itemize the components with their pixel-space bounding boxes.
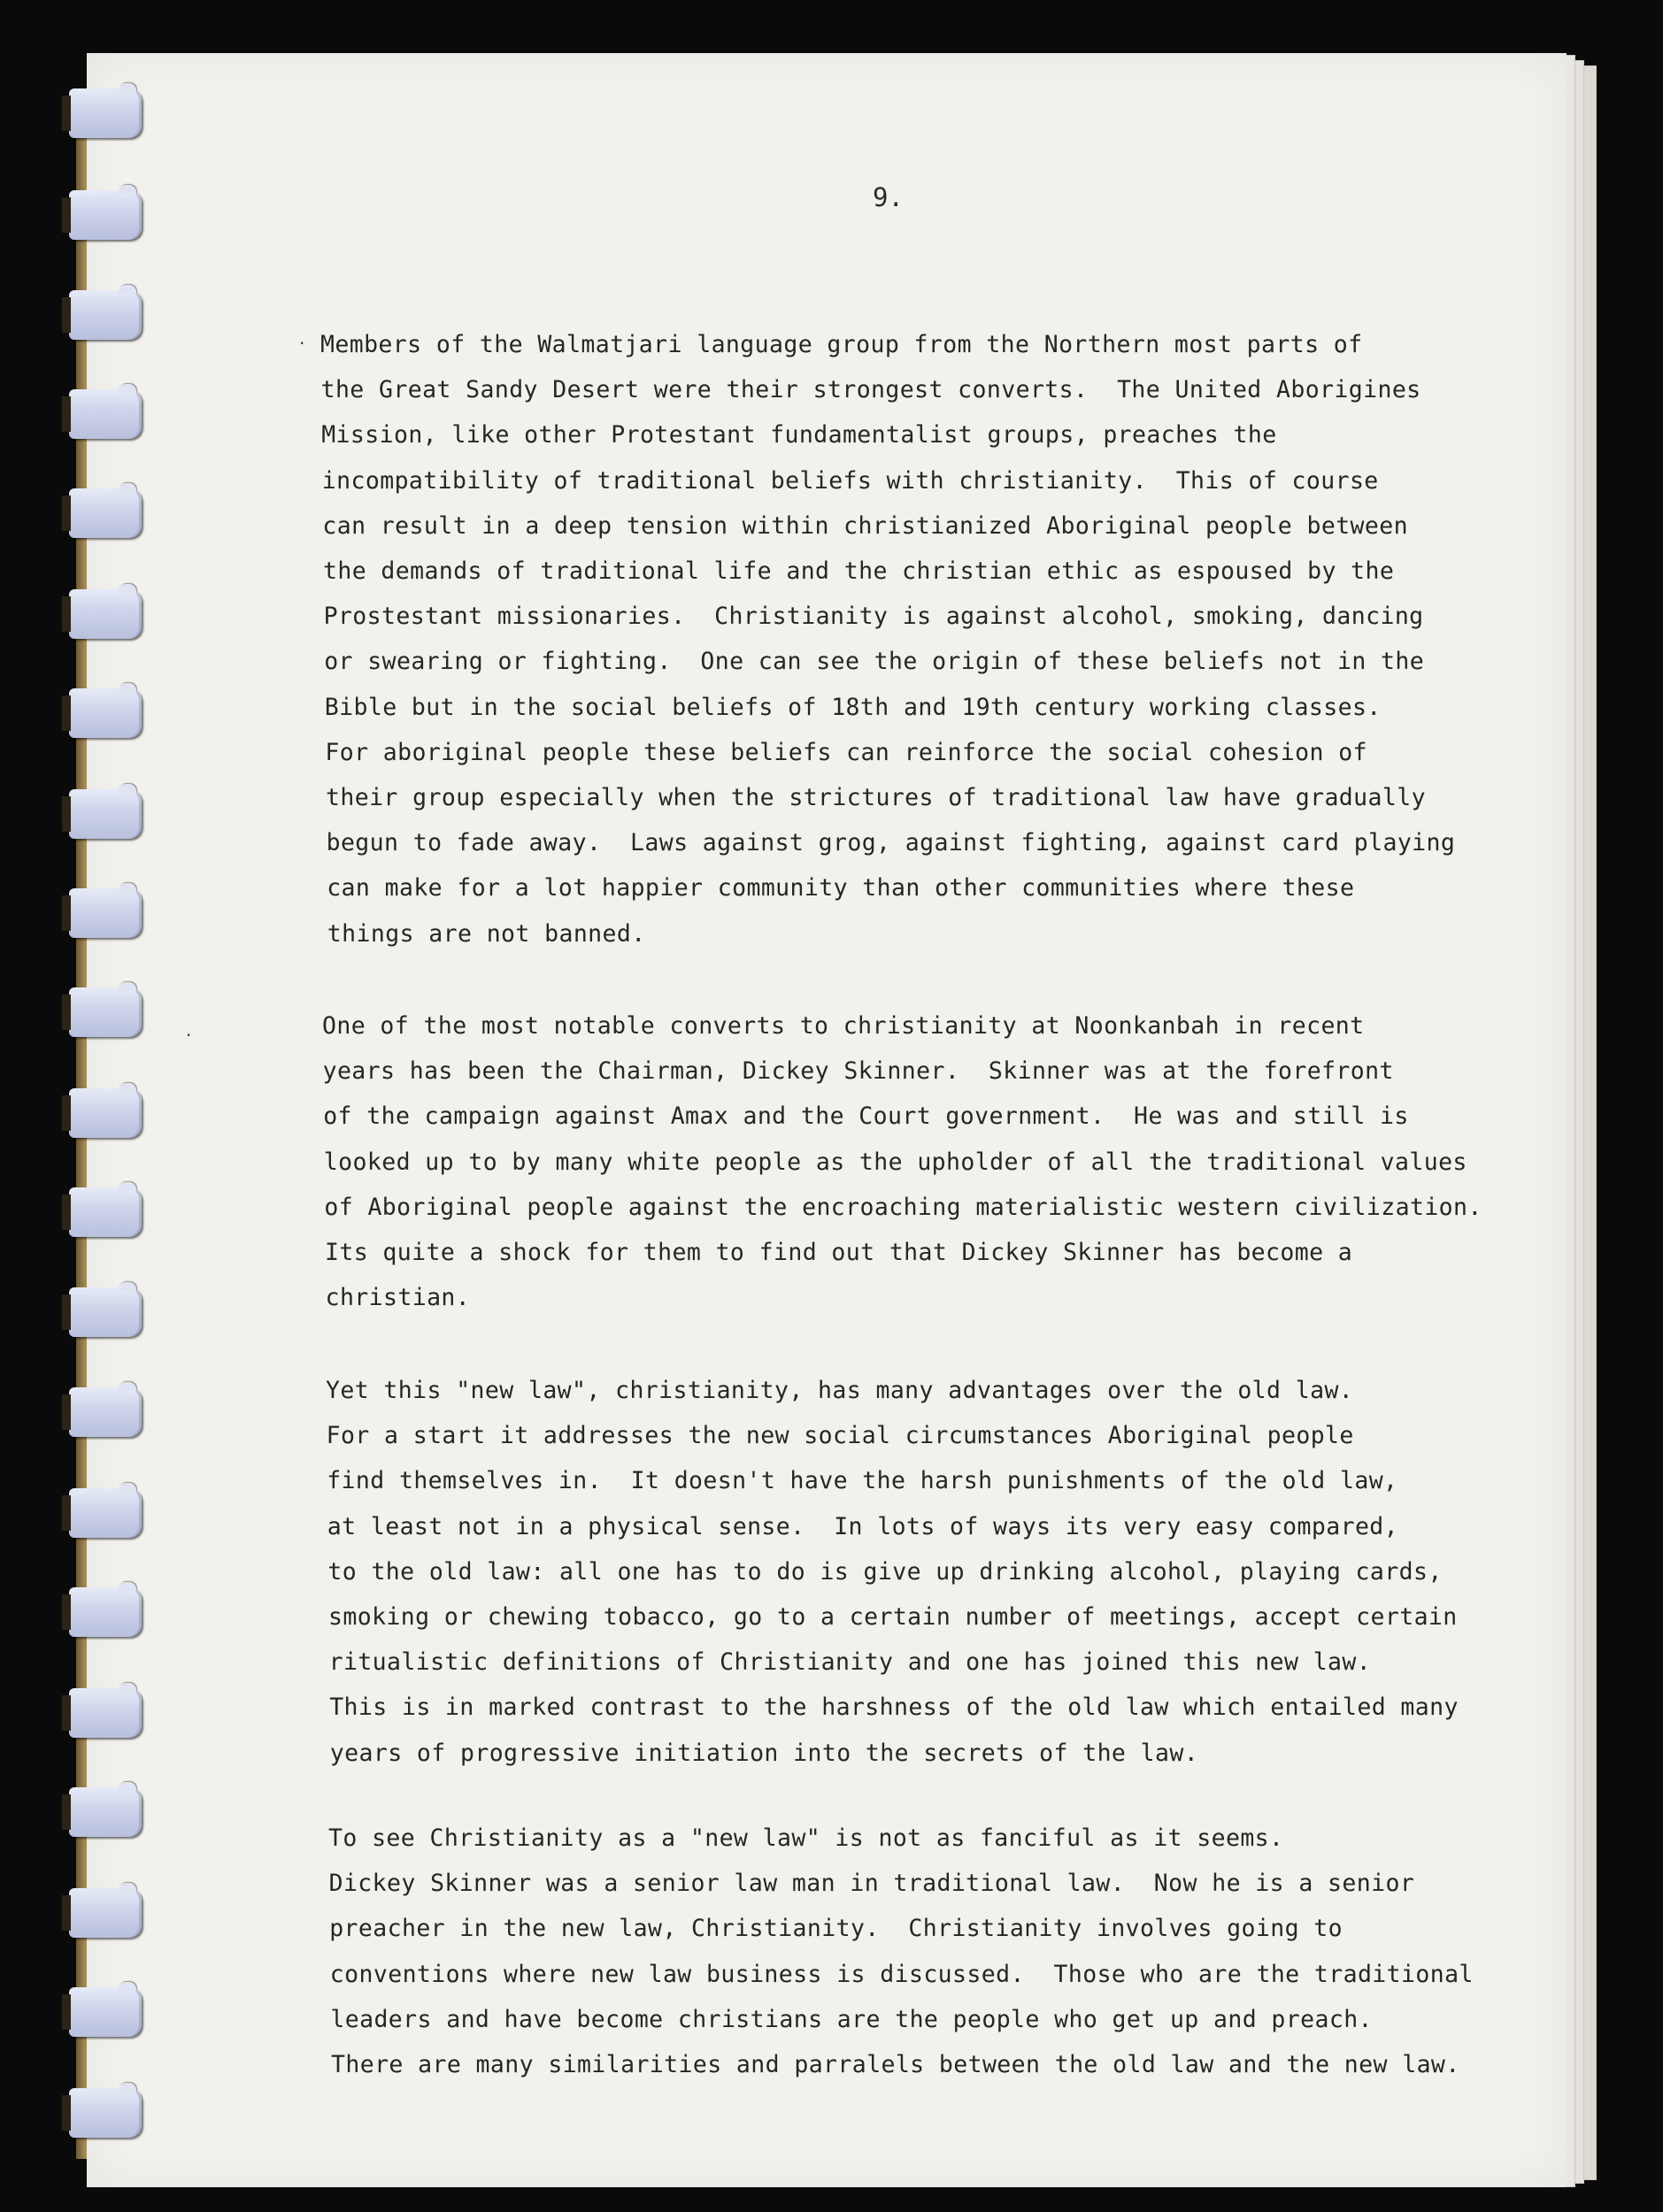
binding-coil bbox=[69, 1888, 142, 1938]
binding-coil bbox=[69, 1088, 142, 1138]
text-line: Bible but in the social beliefs of 18th and 19th century working classes. bbox=[324, 693, 1382, 721]
binding-coil bbox=[69, 1387, 142, 1437]
binding-coil bbox=[69, 88, 142, 138]
text-line: leaders and have become christians are the people who get up and preach. bbox=[330, 2005, 1373, 2033]
text-line: Dickey Skinner was a senior law man in traditional law. Now he is a senior bbox=[328, 1870, 1415, 1898]
text-line: Yet this "new law", christianity, has many advantages over the old law. bbox=[326, 1377, 1354, 1404]
binding-coil bbox=[69, 888, 142, 938]
binding-coil bbox=[69, 688, 142, 738]
text-line: preacher in the new law, Christianity. Christianity involves going to bbox=[329, 1915, 1343, 1943]
binding-coil bbox=[69, 488, 142, 538]
binding-coil bbox=[69, 1987, 142, 2037]
page-number: 9. bbox=[873, 182, 904, 212]
binding-coil bbox=[69, 2088, 142, 2138]
text-line: For aboriginal people these beliefs can reinforce the social cohesion of bbox=[325, 738, 1367, 766]
text-line: Its quite a shock for them to find out that Dickey Skinner has become a bbox=[325, 1239, 1353, 1266]
binding-coil bbox=[69, 589, 142, 639]
text-line: the demands of traditional life and the christian ethic as espoused by the bbox=[323, 557, 1395, 585]
stray-mark: · bbox=[299, 333, 305, 354]
binding-coil bbox=[69, 389, 142, 439]
text-line: For a start it addresses the new social circumstances Aboriginal people bbox=[326, 1422, 1354, 1450]
text-line: find themselves in. It doesn't have the harsh punishments of the old law, bbox=[327, 1467, 1398, 1495]
text-line: Prostestant missionaries. Christianity is against alcohol, smoking, dancing bbox=[323, 603, 1424, 631]
binding-coil bbox=[69, 1688, 142, 1738]
text-line: the Great Sandy Desert were their strongest converts. The United Aborigines bbox=[320, 376, 1421, 404]
stray-mark: · bbox=[186, 1025, 192, 1046]
text-line: at least not in a physical sense. In lots of ways its very easy compared, bbox=[327, 1512, 1399, 1540]
text-line: There are many similarities and parralels between the old law and the new law. bbox=[331, 2051, 1460, 2078]
binding-coil bbox=[69, 290, 142, 340]
text-line: of the campaign against Amax and the Court government. He was and still is bbox=[323, 1102, 1409, 1131]
text-line: Mission, like other Protestant fundamentalist groups, preaches the bbox=[321, 421, 1277, 449]
text-line: of Aboriginal people against the encroaching materialistic western civilization. bbox=[324, 1193, 1482, 1221]
text-line: Members of the Walmatjari language group from the Northern most parts of bbox=[320, 331, 1363, 358]
binding-coil bbox=[69, 190, 142, 240]
text-line: conventions where new law business is discussed. Those who are the traditional bbox=[329, 1960, 1474, 1988]
binding-coil bbox=[69, 1187, 142, 1237]
text-line: years has been the Chairman, Dickey Skinner. Skinner was at the forefront bbox=[322, 1057, 1394, 1086]
binding-coil bbox=[69, 1787, 142, 1837]
text-line: incompatibility of traditional beliefs with christianity. This of course bbox=[321, 466, 1379, 495]
text-line: to the old law: all one has to do is give up drinking alcohol, playing cards, bbox=[327, 1557, 1443, 1586]
text-line: This is in marked contrast to the harshness of the old law which entailed many bbox=[329, 1694, 1459, 1722]
text-line: One of the most notable converts to christianity at Noonkanbah in recent bbox=[322, 1012, 1365, 1040]
text-line: years of progressive initiation into the secrets of the law. bbox=[329, 1739, 1199, 1767]
text-line: ritualistic definitions of Christianity and one has joined this new law. bbox=[328, 1648, 1372, 1677]
text-line: or swearing or fighting. One can see the origin of these beliefs not in the bbox=[324, 648, 1425, 676]
binding-coil bbox=[69, 987, 142, 1037]
text-line: begun to fade away. Laws against grog, against fighting, against card playing bbox=[326, 829, 1456, 857]
binding-coil bbox=[69, 789, 142, 839]
text-line: things are not banned. bbox=[327, 919, 646, 948]
binding-coil bbox=[69, 1488, 142, 1538]
binding-coil bbox=[69, 1587, 142, 1637]
text-line: christian. bbox=[325, 1284, 471, 1312]
text-line: their group especially when the strictures of traditional law have gradually bbox=[326, 784, 1426, 811]
text-line: can result in a deep tension within christianized Aboriginal people between bbox=[322, 511, 1408, 540]
binding-coil bbox=[69, 1287, 142, 1337]
text-line: looked up to by many white people as the upholder of all the traditional values bbox=[323, 1148, 1467, 1176]
text-line: can make for a lot happier community than other communities where these bbox=[327, 874, 1355, 902]
spiral-binding bbox=[69, 62, 149, 2168]
text-line: To see Christianity as a "new law" is not as fanciful as it seems. bbox=[328, 1824, 1284, 1852]
text-line: smoking or chewing tobacco, go to a certain number of meetings, accept certain bbox=[328, 1603, 1458, 1631]
